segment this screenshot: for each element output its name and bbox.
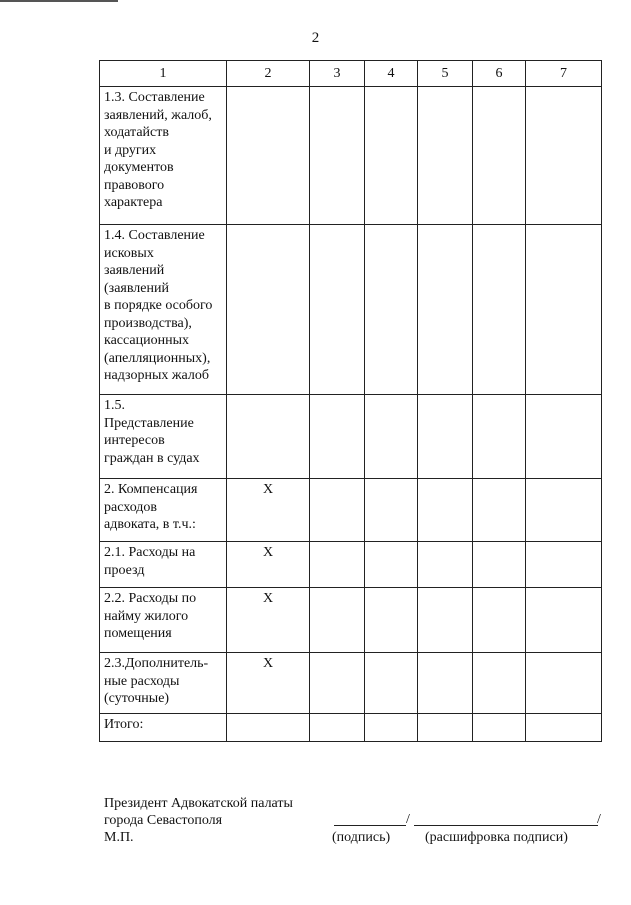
row-mark — [227, 714, 310, 742]
empty-cell — [526, 714, 602, 742]
empty-cell — [473, 714, 526, 742]
empty-cell — [310, 395, 365, 479]
row-label: 2. Компенсация расходов адвоката, в т.ч.: — [100, 479, 227, 542]
row-mark — [227, 395, 310, 479]
empty-cell — [526, 87, 602, 225]
report-table — [99, 60, 602, 742]
empty-cell — [526, 653, 602, 714]
empty-cell — [365, 395, 418, 479]
empty-cell — [473, 653, 526, 714]
header-cell: 2 — [227, 61, 310, 87]
empty-cell — [526, 395, 602, 479]
empty-cell — [310, 87, 365, 225]
table-row — [100, 653, 602, 714]
decoding-caption: (расшифровка подписи) — [425, 830, 568, 845]
empty-cell — [365, 87, 418, 225]
row-label: 2.2. Расходы по найму жилого помещения — [100, 588, 227, 653]
row-mark: X — [227, 588, 310, 653]
decoding-line — [414, 825, 598, 826]
row-mark: X — [227, 479, 310, 542]
empty-cell — [310, 714, 365, 742]
empty-cell — [418, 395, 473, 479]
header-cell: 1 — [100, 61, 227, 87]
empty-cell — [365, 653, 418, 714]
empty-cell — [310, 588, 365, 653]
empty-cell — [310, 653, 365, 714]
empty-cell — [365, 542, 418, 588]
empty-cell — [418, 653, 473, 714]
empty-cell — [365, 225, 418, 395]
header-cell: 6 — [473, 61, 526, 87]
row-mark — [227, 225, 310, 395]
total-label: Итого: — [100, 714, 227, 742]
table-row — [100, 87, 602, 225]
empty-cell — [473, 542, 526, 588]
empty-cell — [365, 479, 418, 542]
table-row — [100, 588, 602, 653]
row-mark: X — [227, 542, 310, 588]
empty-cell — [418, 87, 473, 225]
table-row — [100, 714, 602, 742]
row-mark — [227, 87, 310, 225]
empty-cell — [310, 542, 365, 588]
page-number: 2 — [311, 30, 320, 46]
empty-cell — [526, 542, 602, 588]
separator-slash: / — [597, 812, 601, 827]
empty-cell — [418, 542, 473, 588]
signatory-title: Президент Адвокатской палаты города Севастополя М.П. — [104, 796, 293, 845]
row-label: 2.3.Дополнитель- ные расходы (суточные) — [100, 653, 227, 714]
header-cell: 3 — [310, 61, 365, 87]
header-row — [100, 61, 602, 87]
header-cell: 5 — [418, 61, 473, 87]
empty-cell — [526, 479, 602, 542]
empty-cell — [365, 714, 418, 742]
header-cell: 4 — [365, 61, 418, 87]
row-label: 1.3. Составление заявлений, жалоб, ходатайств и других документов правового характера — [100, 87, 227, 225]
empty-cell — [310, 225, 365, 395]
empty-cell — [473, 479, 526, 542]
signature-line — [334, 825, 406, 826]
empty-cell — [473, 225, 526, 395]
table-row — [100, 542, 602, 588]
empty-cell — [473, 87, 526, 225]
empty-cell — [365, 588, 418, 653]
top-rule — [0, 0, 118, 2]
empty-cell — [526, 588, 602, 653]
empty-cell — [418, 714, 473, 742]
header-cell: 7 — [526, 61, 602, 87]
table-row — [100, 479, 602, 542]
signature-caption: (подпись) — [332, 830, 391, 845]
empty-cell — [473, 395, 526, 479]
row-label: 1.4. Составление исковых заявлений (заявлений в порядке особого производства), кассационных (апелляционных), надзорных жалоб — [100, 225, 227, 395]
table-row — [100, 225, 602, 395]
empty-cell — [473, 588, 526, 653]
empty-cell — [310, 479, 365, 542]
row-label: 1.5. Представление интересов граждан в судах — [100, 395, 227, 479]
empty-cell — [418, 225, 473, 395]
empty-cell — [526, 225, 602, 395]
empty-cell — [418, 479, 473, 542]
table-row — [100, 395, 602, 479]
row-label: 2.1. Расходы на проезд — [100, 542, 227, 588]
separator-slash: / — [406, 812, 410, 827]
row-mark: X — [227, 653, 310, 714]
empty-cell — [418, 588, 473, 653]
